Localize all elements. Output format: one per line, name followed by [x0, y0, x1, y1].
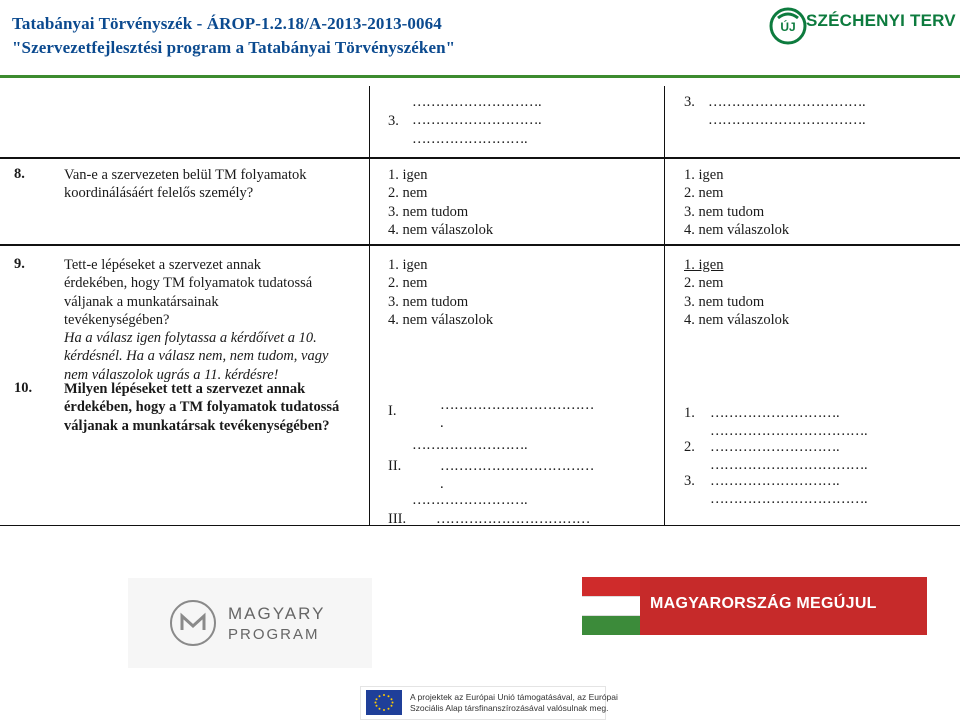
option-item[interactable]: 4. nem válaszolok: [388, 311, 494, 328]
answer-label: III.: [388, 511, 407, 527]
column-divider: [664, 86, 665, 526]
answer-field[interactable]: …………………………… .: [440, 397, 594, 432]
flag-stripe-red: [582, 577, 640, 596]
header-rule: [0, 75, 960, 78]
option-item[interactable]: 3. nem tudom: [388, 203, 469, 220]
answer-field[interactable]: …………………….: [412, 492, 528, 508]
prev-row-dots-col3: [412, 93, 541, 148]
question-number: 8.: [14, 166, 25, 182]
magyary-line1: MAGYARY: [228, 604, 326, 623]
eu-flag-icon: [366, 690, 402, 715]
logo-text: SZÉCHENYI TERV: [806, 11, 956, 30]
option-item[interactable]: 2. nem: [684, 275, 724, 292]
magyary-line2: PROGRAM: [228, 626, 320, 643]
option-item[interactable]: 3. nem tudom: [388, 293, 469, 310]
option-item[interactable]: 1. igen: [684, 167, 724, 183]
column-divider: [369, 86, 370, 526]
flag-stripe-white: [582, 596, 640, 616]
eu-funding-text: A projektek az Európai Unió támogatásával, az Európai Szociális Alap társfinanszírozásával valósulnak meg.: [410, 692, 618, 713]
page-header: [0, 0, 960, 78]
prev-row-option-col4: [684, 93, 695, 111]
header-title-line1: Tatabányai Törvényszék - ÁROP-1.2.18/A-2013-2013-0064: [12, 14, 442, 33]
answer-options-col3: [388, 256, 493, 329]
option-item[interactable]: 2. nem: [684, 185, 724, 202]
answer-options-col4: [684, 256, 789, 329]
option-item[interactable]: 4. nem válaszolok: [684, 311, 790, 328]
row-divider: [0, 244, 960, 246]
option-item[interactable]: 2. nem: [388, 275, 428, 292]
question-number: 10.: [14, 380, 33, 396]
answer-field[interactable]: ……………………………: [436, 511, 590, 527]
prev-row-option-col3: [388, 112, 399, 130]
answer-label: 3.: [684, 473, 695, 489]
question-number: 9.: [14, 256, 25, 272]
answer-label: I.: [388, 403, 397, 419]
answer-options-col4: [684, 166, 789, 239]
option-number: 3.: [388, 113, 399, 129]
answer-field[interactable]: ………………………. …………………………….: [710, 473, 868, 508]
option-item[interactable]: 2. nem: [388, 185, 428, 202]
answer-label: 2.: [684, 439, 695, 455]
skip-instruction: nem válaszolok ugrás a 11. kérdésre!: [64, 366, 279, 383]
option-item[interactable]: 1. igen: [388, 167, 428, 183]
skip-instruction: Ha a válasz igen folytassa a kérdőívet a 10.: [64, 330, 317, 347]
answer-options-col3: [388, 166, 493, 239]
answer-field[interactable]: ………………………. …………………………….: [710, 405, 868, 440]
magyary-program-logo: [128, 578, 372, 668]
option-item[interactable]: 1. igen: [684, 257, 724, 273]
answer-label: 1.: [684, 405, 695, 421]
answer-line: …………………………….: [708, 94, 866, 110]
option-item[interactable]: 1. igen: [388, 257, 428, 273]
answer-line: …………………….: [412, 130, 528, 147]
option-number: 3.: [684, 94, 695, 110]
answer-line: ……………………….: [412, 112, 542, 129]
prev-row-dots-col4: [708, 93, 865, 130]
questionnaire-table: [0, 86, 960, 526]
answer-field[interactable]: …………………….: [412, 437, 528, 453]
question-text: Van-e a szervezeten belül TM folyamatok koordinálásáért felelős személy?: [64, 167, 307, 202]
answer-field[interactable]: …………………………… .: [440, 458, 594, 493]
option-item[interactable]: 3. nem tudom: [684, 293, 765, 310]
magyary-emblem-icon: [168, 598, 218, 648]
flag-stripe-green: [582, 616, 640, 635]
mm-text: MAGYARORSZÁG MEGÚJUL: [650, 595, 877, 612]
magyarorszag-megujul-logo: [582, 577, 927, 635]
option-item[interactable]: 4. nem válaszolok: [684, 221, 790, 238]
row-divider: [0, 157, 960, 159]
skip-instruction: kérdésnél. Ha a válasz nem, nem tudom, vagy: [64, 348, 329, 365]
answer-line: ……………………….: [412, 94, 542, 110]
question-text: Milyen lépéseket tett a szervezet annak érdekében, hogy a TM folyamatok tudatossá váljanak a munkatársak tevékenységében?: [64, 381, 340, 434]
answer-label: II.: [388, 458, 402, 474]
logo-prefix: ÚJ: [780, 20, 796, 34]
answer-line: …………………………….: [708, 112, 866, 129]
option-item[interactable]: 3. nem tudom: [684, 203, 765, 220]
option-item[interactable]: 4. nem válaszolok: [388, 221, 494, 238]
answer-field[interactable]: ………………………. …………………………….: [710, 439, 868, 474]
header-title-line2: "Szervezetfejlesztési program a Tatabányai Törvényszéken": [12, 38, 456, 57]
question-text: Tett-e lépéseket a szervezet annak érdekében, hogy TM folyamatok tudatossá váljanak a munkatársainak tevékenységében? Ha a válasz igen folytassa a kérdőívet a 10. kérdésnél. Ha a válasz nem, nem tudom, vagy nem válaszolok ugrás a 11. kérdésre!: [64, 256, 364, 384]
